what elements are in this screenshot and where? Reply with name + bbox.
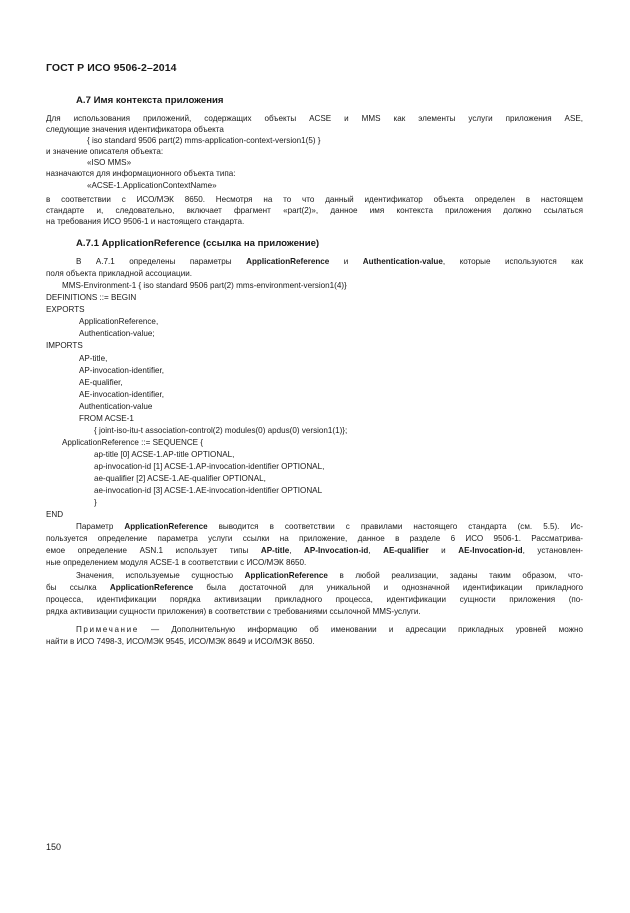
note-line: Примечание — Дополнительную информацию об именовании и адресации прикладных уровней можно: [76, 625, 583, 634]
text-line: пользуется определение параметра услуги ссылки на приложение, данное в разделе 6 ИСО 9506-1. Рассматрива-: [46, 534, 583, 543]
text-line: { iso standard 9506 part(2) mms-application-context-version1(5) }: [87, 136, 321, 145]
text-line: на требования ИСО 9506-1 и настоящего стандарта.: [46, 217, 245, 226]
code-line: AE-qualifier,: [79, 378, 123, 387]
code-line: ae-invocation-id [3] ACSE-1.AE-invocation-identifier OPTIONAL: [94, 486, 323, 495]
code-line: Authentication-value: [79, 402, 153, 411]
text-line: рядка активизации сущности приложения) в соответствии с требованиями ссылочной MMS-услуги.: [46, 607, 421, 616]
section-heading-a71: А.7.1 ApplicationReference (ссылка на приложение): [76, 238, 320, 249]
text-line: В А.7.1 определены параметры ApplicationReference и Authentication-value, которые используются как: [76, 257, 583, 266]
code-line: AP-title,: [79, 354, 108, 363]
code-line: ap-invocation-id [1] ACSE-1.AP-invocation-identifier OPTIONAL,: [94, 462, 325, 471]
code-line: IMPORTS: [46, 341, 83, 350]
text-line: Для использования приложений, содержащих объекты ACSE и MMS как элементы услуги приложения ASE,: [46, 114, 583, 123]
code-line: MMS-Environment-1 { iso standard 9506 part(2) mms-environment-version1(4)}: [62, 281, 347, 290]
code-line: DEFINITIONS ::= BEGIN: [46, 293, 137, 302]
note-label: Примечание: [76, 625, 139, 634]
text-line: «ISO MMS»: [87, 158, 132, 167]
text-line: бы ссылка ApplicationReference была достаточной для уникальной и однозначной идентификации прикладного: [46, 583, 583, 592]
text-line: стандарте и, следовательно, включает фрагмент «part(2)», данное имя контекста приложения должно ссылаться: [46, 206, 583, 215]
text-line: поля объекта прикладной ассоциации.: [46, 269, 192, 278]
section-heading-a7: А.7 Имя контекста приложения: [76, 95, 224, 106]
code-line: Authentication-value;: [79, 329, 155, 338]
document-header: ГОСТ Р ИСО 9506-2–2014: [46, 62, 177, 74]
text-line: Параметр ApplicationReference выводится в соответствии с правилами настоящего стандарта (см. 5.5). Ис-: [76, 522, 583, 531]
code-line: AE-invocation-identifier,: [79, 390, 165, 399]
code-line: FROM ACSE-1: [79, 414, 134, 423]
code-line: EXPORTS: [46, 305, 85, 314]
code-line: END: [46, 510, 64, 519]
code-line: ae-qualifier [2] ACSE-1.AE-qualifier OPTIONAL,: [94, 474, 266, 483]
text-line: и значение описателя объекта:: [46, 147, 164, 156]
code-line: ap-title [0] ACSE-1.AP-title OPTIONAL,: [94, 450, 235, 459]
text-line: процесса, идентификации порядка активизации прикладного процесса, идентификации сущности приложения (по-: [46, 595, 583, 604]
text-line: назначаются для информационного объекта типа:: [46, 169, 236, 178]
code-line: ApplicationReference,: [79, 317, 159, 326]
page-number: 150: [46, 842, 62, 852]
text-line: Значения, используемые сущностью ApplicationReference в любой реализации, заданы таким образом, что-: [76, 571, 583, 580]
text-line: емое определение ASN.1 использует типы AP-title, AP-Invocation-id, AE-qualifier и AE-Invocation-id, установлен-: [46, 546, 583, 555]
code-line: { joint-iso-itu-t association-control(2) modules(0) apdus(0) version1(1)};: [94, 426, 348, 435]
code-line: AP-invocation-identifier,: [79, 366, 165, 375]
text-line: ные определением модуля ACSE-1 в соответствии с ИСО/МЭК 8650.: [46, 558, 307, 567]
note-line: найти в ИСО 7498-3, ИСО/МЭК 9545, ИСО/МЭК 8649 и ИСО/МЭК 8650.: [46, 637, 315, 646]
code-line: ApplicationReference ::= SEQUENCE {: [62, 438, 204, 447]
text-line: в соответствии с ИСО/МЭК 8650. Несмотря на то что данный идентификатор объекта определен в настоящем: [46, 195, 583, 204]
code-line: }: [94, 498, 97, 507]
text-line: «ACSE-1.ApplicationContextName»: [87, 181, 217, 190]
text-line: следующие значения идентификатора объекта: [46, 125, 224, 134]
